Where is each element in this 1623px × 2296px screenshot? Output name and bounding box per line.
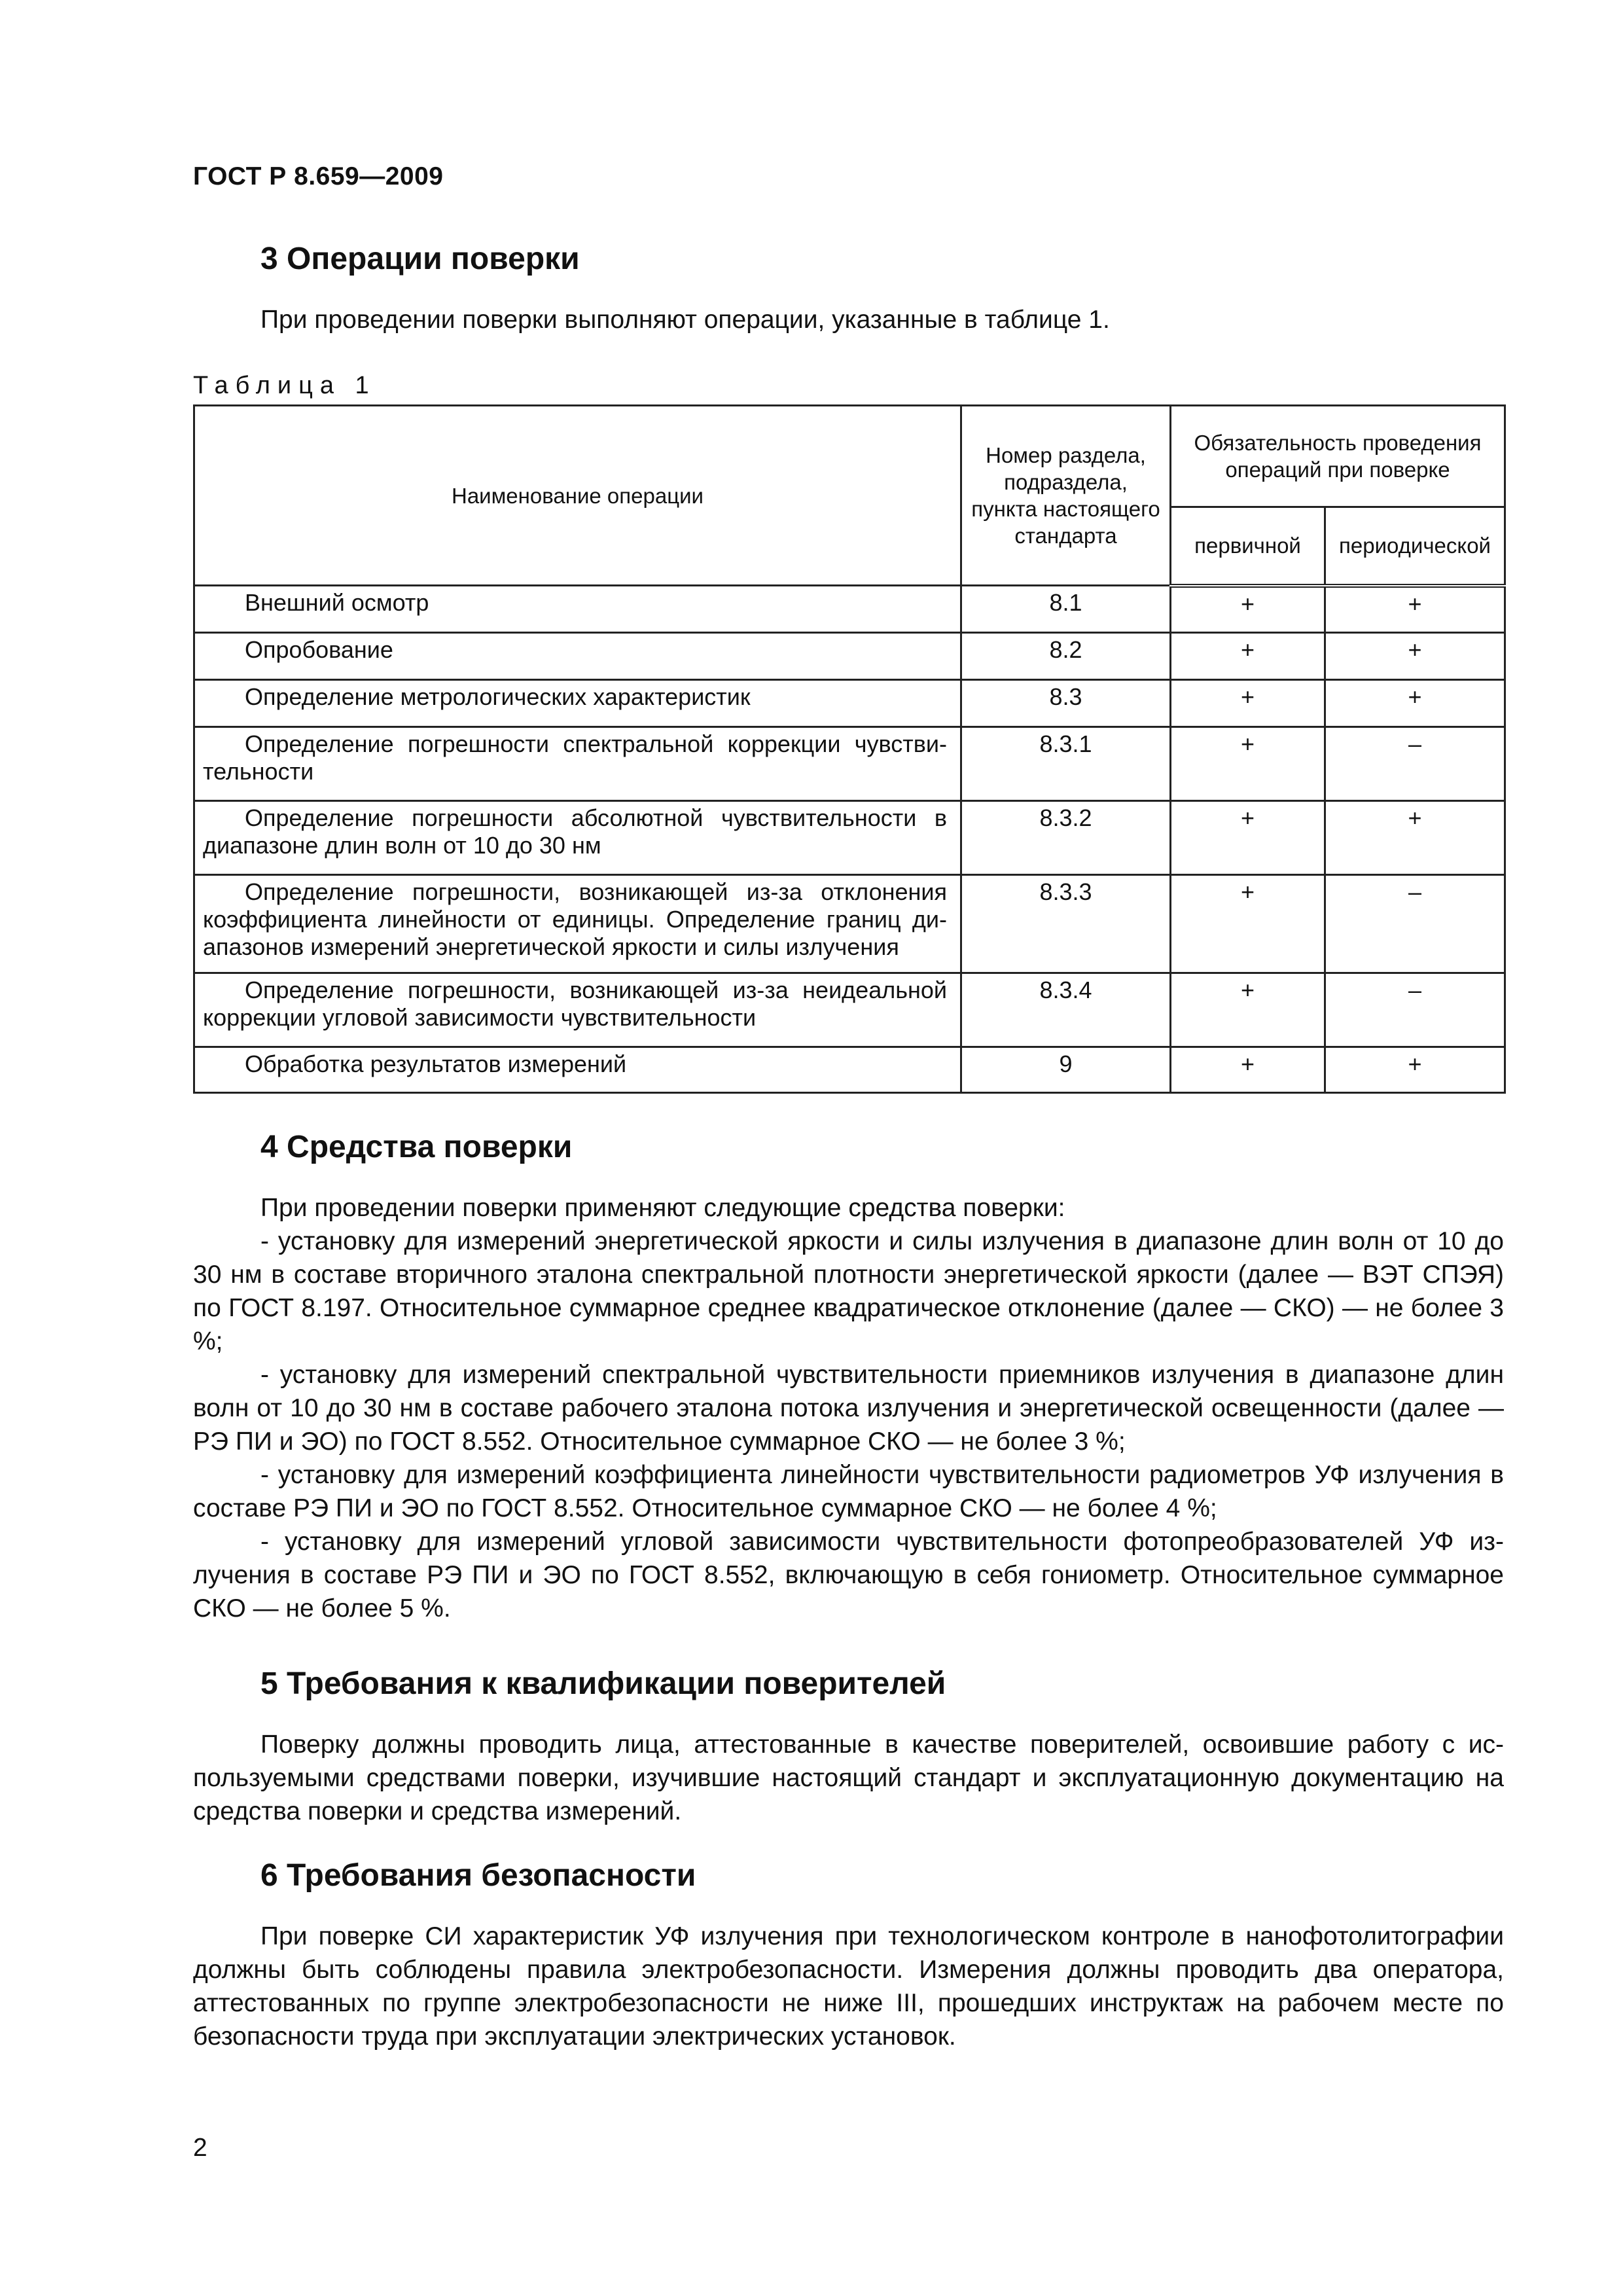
table-row: [194, 633, 1505, 680]
header-obligation: Обязательность проведения операций при поверке: [1171, 406, 1505, 507]
operation-periodic: +: [1325, 680, 1505, 727]
operation-periodic: +: [1325, 1047, 1505, 1093]
section-4-body: [193, 1191, 1504, 1625]
operation-section: 8.2: [961, 633, 1171, 680]
table-caption: Таблица 1: [193, 372, 376, 399]
operation-periodic: –: [1325, 875, 1505, 973]
operation-section: 8.3.1: [961, 727, 1171, 801]
section-6-body: [193, 1920, 1504, 2053]
section-3-title: 3 Операции поверки: [260, 242, 580, 276]
operation-section: 8.3.3: [961, 875, 1171, 973]
table-row: [194, 801, 1505, 875]
operation-periodic: +: [1325, 801, 1505, 875]
operation-periodic: –: [1325, 973, 1505, 1047]
table-row: [194, 680, 1505, 727]
operation-primary: +: [1171, 1047, 1325, 1093]
operation-section: 9: [961, 1047, 1171, 1093]
operation-primary: +: [1171, 801, 1325, 875]
operation-primary: +: [1171, 633, 1325, 680]
operation-primary: +: [1171, 727, 1325, 801]
document-code: ГОСТ Р 8.659—2009: [193, 162, 444, 190]
operation-primary: +: [1171, 586, 1325, 633]
header-primary: первичной: [1171, 507, 1325, 586]
section-5-title: 5 Требования к квалификации поверителей: [260, 1666, 946, 1701]
operation-periodic: +: [1325, 586, 1505, 633]
paragraph: При проведении поверки применяют следующие средства поверки:: [260, 1194, 1065, 1222]
paragraph: - установку для измерений спектральной чувствительности приемников излучения в диапазоне длин волн от 10 до 30 нм в составе рабочего эталона потока излучения и энергетической освещенности (далее — РЭ ПИ и ЭО) по ГОСТ 8.552. Относительное суммарное СКО — не более 3 %;: [193, 1361, 1504, 1456]
operation-name: Определение погрешности, возникающей из-за неидеальной коррекции угловой зависимости чувствительности: [194, 973, 961, 1047]
table-row: [194, 1047, 1505, 1093]
operation-section: 8.3: [961, 680, 1171, 727]
paragraph: - установку для измерений коэффициента линейности чувствительности радиометров УФ излучения в составе РЭ ПИ и ЭО по ГОСТ 8.552. Относительное суммарное СКО — не более 4 %;: [193, 1461, 1504, 1522]
section-4-title: 4 Средства поверки: [260, 1130, 573, 1164]
table-row: [194, 727, 1505, 801]
operation-name: Определение погрешности, возникающей из-за отклонения коэффициента линейности от единицы. Определение границ диапазонов измерений энергетической яркости и силы излучения: [194, 875, 961, 973]
operation-name: Опробование: [194, 633, 961, 680]
section-3-intro-text: При проведении поверки выполняют операции, указанные в таблице 1.: [260, 306, 1110, 334]
operation-section: 8.3.2: [961, 801, 1171, 875]
section-5-body: [193, 1728, 1504, 1828]
operation-section: 8.1: [961, 586, 1171, 633]
paragraph: - установку для измерений энергетической яркости и силы излучения в диапазоне длин волн от 10 до 30 нм в составе вторичного эталона спектральной плотности энергетической яркости (далее — ВЭТ СПЭЯ) по ГОСТ 8.197. Относительное суммарное среднее квадратическое отклонение (далее — СКО) — не более 3 %;: [193, 1227, 1504, 1355]
table-row: [194, 973, 1505, 1047]
operation-name: Определение погрешности спектральной коррекции чувствительности: [194, 727, 961, 801]
section-3-intro: [193, 303, 1504, 336]
operation-primary: +: [1171, 680, 1325, 727]
operation-primary: +: [1171, 875, 1325, 973]
paragraph: - установку для измерений угловой зависимости чувствительности фотопреобразователей УФ излучения в составе РЭ ПИ и ЭО по ГОСТ 8.552, включающую в себя гониометр. Относительное суммарное СКО — не более 5 %.: [193, 1528, 1504, 1623]
section-6-title: 6 Требования безопасности: [260, 1858, 696, 1893]
operation-name: Определение метрологических характеристик: [194, 680, 961, 727]
paragraph: Поверку должны проводить лица, аттестованные в качестве поверителей, освоившие работу с используемыми средствами поверки, изучившие настоящий стандарт и эксплуатационную документацию на средства поверки и средства измерений.: [193, 1731, 1504, 1825]
header-operation-name: Наименование операции: [194, 406, 961, 586]
operation-name: Определение погрешности абсолютной чувствительности в диапазоне длин волн от 10 до 30 нм: [194, 801, 961, 875]
operation-periodic: –: [1325, 727, 1505, 801]
operations-table: [193, 404, 1506, 1094]
operation-name: Обработка результатов измерений: [194, 1047, 961, 1093]
table-row: [194, 586, 1505, 633]
header-section-number: Номер раздела, подраздела, пункта настоящего стандарта: [961, 406, 1171, 586]
operation-name: Внешний осмотр: [194, 586, 961, 633]
page-number: 2: [193, 2134, 207, 2162]
table-row: [194, 875, 1505, 973]
paragraph: При поверке СИ характеристик УФ излучения при технологическом контроле в нанофотолитографии должны быть соблюдены правила электробезопасности. Измерения должны проводить два оператора, аттестованных по группе электробезопасности не ниже III, прошедших инструктаж на рабочем месте по безопасности труда при эксплуатации электрических установок.: [193, 1922, 1504, 2051]
operation-periodic: +: [1325, 633, 1505, 680]
operation-section: 8.3.4: [961, 973, 1171, 1047]
header-periodic: периодической: [1325, 507, 1505, 586]
operation-primary: +: [1171, 973, 1325, 1047]
